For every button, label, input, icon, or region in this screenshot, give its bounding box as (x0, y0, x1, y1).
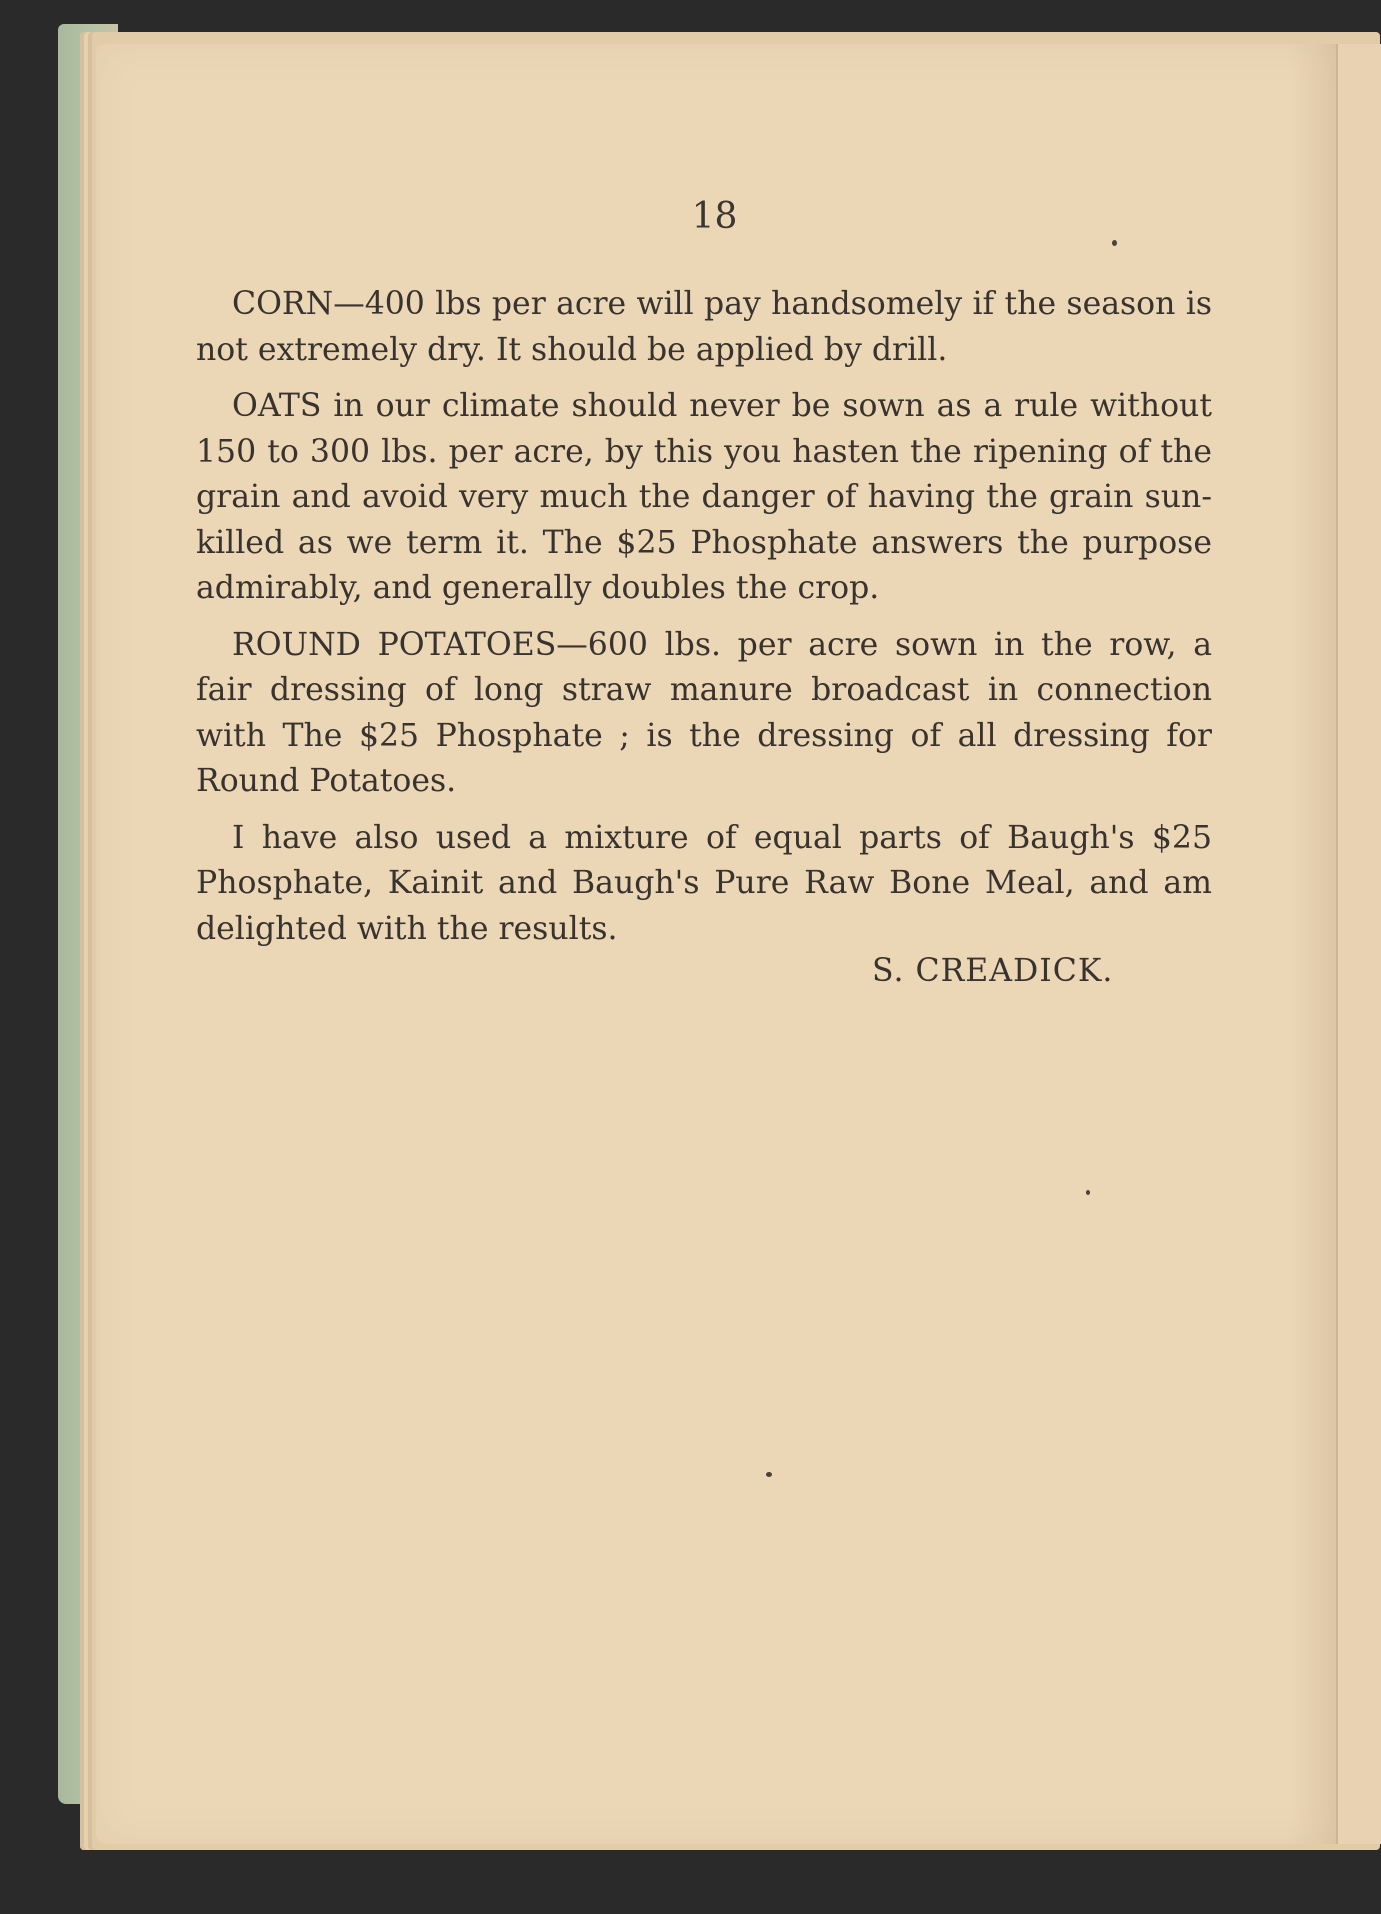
signature: S. CREADICK. (872, 953, 1114, 989)
gutter-shadow (1290, 44, 1338, 1844)
page-number: 18 (691, 196, 738, 237)
right-page-edge (1336, 44, 1381, 1844)
paragraph-corn: CORN—400 lbs per acre will pay handsomely if the season is not extremely dry. It should be applied by drill. (196, 286, 1212, 368)
ink-speck (1112, 240, 1117, 246)
ink-speck (1086, 1190, 1090, 1195)
paragraph-round-potatoes: ROUND POTATOES—600 lbs. per acre sown in the row, a fair dressing of long straw manure broadcast in connection with The $25 Phosphate ; is the dressing of all dressing for Round Potatoes. (196, 626, 1212, 799)
body-text (196, 282, 1212, 963)
ink-speck (766, 1472, 772, 1477)
paragraph-oats: OATS in our climate should never be sown as a rule without 150 to 300 lbs. per acre, by this you hasten the ripening of the grain and avoid very much the danger of having the grain sun-killed as we term it. The $25 Phosphate answers the purpose admirably, and generally doubles the crop. (196, 388, 1212, 606)
paragraph-mixture: I have also used a mixture of equal parts of Baugh's $25 Phosphate, Kainit and Baugh's Pure Raw Bone Meal, and am delighted with the results. (196, 819, 1212, 947)
